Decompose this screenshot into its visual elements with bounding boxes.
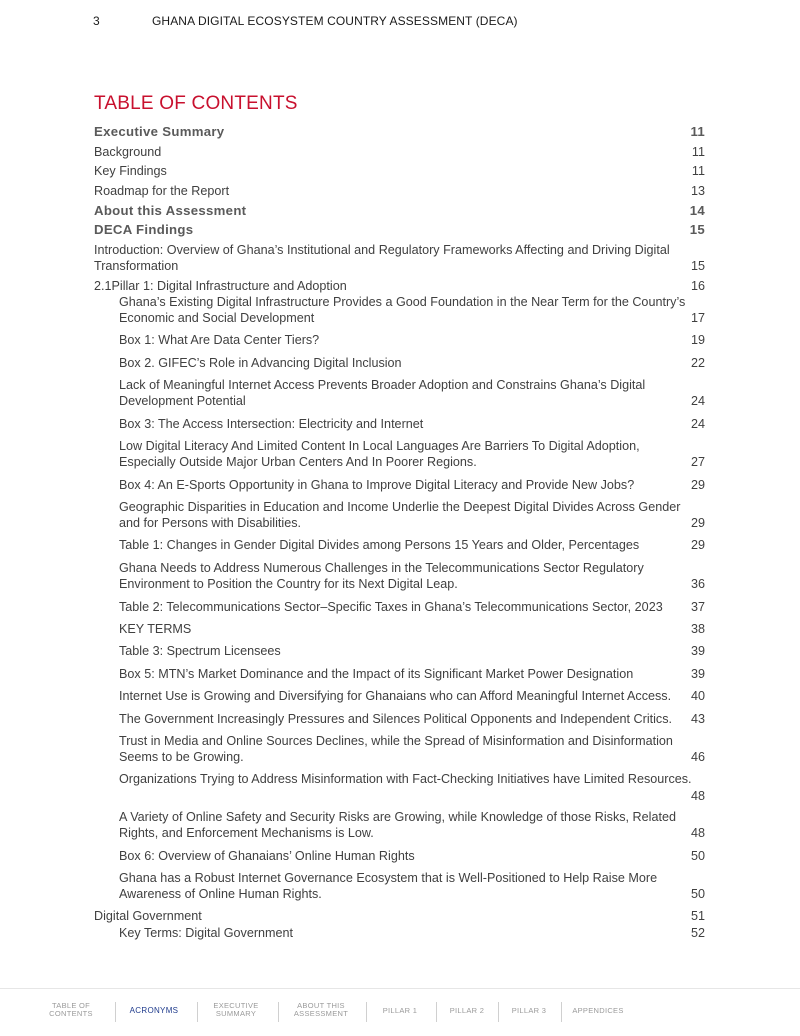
- toc-page-number: 29: [690, 516, 705, 530]
- nav-executive-summary[interactable]: EXECUTIVE SUMMARY: [213, 1001, 259, 1018]
- toc-page-number: 11: [690, 124, 705, 139]
- toc-entry-text: Introduction: Overview of Ghana’s Institutional and Regulatory Frameworks Affecting and Driving Digital: [94, 243, 670, 257]
- toc-entry-text: Especially Outside Major Urban Centers And In Poorer Regions.: [119, 455, 477, 469]
- toc-entry-text: Background: [94, 145, 162, 159]
- toc-page-number: 50: [690, 849, 705, 863]
- toc-entry-text: Box 4: An E-Sports Opportunity in Ghana to Improve Digital Literacy and Provide New Jobs?: [119, 478, 635, 492]
- toc-page-number: 16: [690, 279, 705, 293]
- toc-entry-text: and for Persons with Disabilities.: [119, 516, 301, 530]
- toc-entry-text: Development Potential: [119, 394, 246, 408]
- toc-entry-text: Rights, and Enforcement Mechanisms is Low.: [119, 826, 374, 840]
- toc-entry-text: About this Assessment: [94, 203, 247, 218]
- toc-entry-text: Key Findings: [94, 164, 167, 178]
- toc-page-number: 24: [690, 394, 705, 408]
- toc-page-number: 39: [690, 667, 705, 681]
- toc-entry-text: Box 1: What Are Data Center Tiers?: [119, 333, 320, 347]
- toc-entry-text: Box 3: The Access Intersection: Electricity and Internet: [119, 417, 424, 431]
- document-title: GHANA DIGITAL ECOSYSTEM COUNTRY ASSESSMENT (DECA): [152, 14, 518, 28]
- toc-page-number: 13: [690, 184, 705, 198]
- nav-table-of-contents[interactable]: TABLE OF CONTENTS: [49, 1001, 93, 1018]
- nav-divider: [498, 1002, 499, 1022]
- toc-page-number: 24: [690, 417, 705, 431]
- toc-entry-text: Box 6: Overview of Ghanaians’ Online Human Rights: [119, 849, 415, 863]
- toc-entry-text: 2.1Pillar 1: Digital Infrastructure and Adoption: [94, 279, 347, 293]
- toc-entry-text: Internet Use is Growing and Diversifying for Ghanaians who can Afford Meaningful Internet Access.: [119, 689, 672, 703]
- toc-entry-text: Low Digital Literacy And Limited Content In Local Languages Are Barriers To Digital Adoption,: [119, 439, 640, 453]
- toc-page-number: 43: [690, 712, 705, 726]
- toc-entry-text: Lack of Meaningful Internet Access Prevents Broader Adoption and Constrains Ghana’s Digital: [119, 378, 646, 392]
- nav-appendices[interactable]: APPENDICES: [572, 1006, 624, 1015]
- nav-pillar-2[interactable]: PILLAR 2: [449, 1006, 485, 1015]
- toc-page-number: 19: [690, 333, 705, 347]
- toc-page-number: 39: [690, 644, 705, 658]
- toc-page-number: 11: [691, 145, 705, 159]
- toc-entry-text: Economic and Social Development: [119, 311, 315, 325]
- toc-entry-text: Key Terms: Digital Government: [119, 926, 294, 940]
- toc-entry-text: Seems to be Growing.: [119, 750, 244, 764]
- toc-page-number: 48: [690, 826, 705, 840]
- toc-page-number: 40: [690, 689, 705, 703]
- toc-entry-text: Ghana has a Robust Internet Governance Ecosystem that is Well-Positioned to Help Raise More: [119, 871, 658, 885]
- nav-divider: [561, 1002, 562, 1022]
- footer-navigation: [0, 988, 800, 1036]
- toc-entry-text: Environment to Position the Country for its Next Digital Leap.: [119, 577, 458, 591]
- nav-pillar-3[interactable]: PILLAR 3: [511, 1006, 547, 1015]
- nav-divider: [197, 1002, 198, 1022]
- toc-entry-text: Box 2. GIFEC’s Role in Advancing Digital Inclusion: [119, 356, 402, 370]
- toc-entry-text: Roadmap for the Report: [94, 184, 230, 198]
- nav-acronyms[interactable]: ACRONYMS: [129, 1006, 179, 1015]
- toc-entry-text: Digital Government: [94, 909, 202, 923]
- toc-page-number: 38: [690, 622, 705, 636]
- toc-entry-text: Awareness of Online Human Rights.: [119, 887, 322, 901]
- toc-page-number: 22: [690, 356, 705, 370]
- toc-page-number: 48: [690, 789, 705, 803]
- toc-entry-text: Executive Summary: [94, 124, 225, 139]
- toc-entry-text: Table 1: Changes in Gender Digital Divides among Persons 15 Years and Older, Percentages: [119, 538, 640, 552]
- nav-divider: [115, 1002, 116, 1022]
- toc-page-number: 29: [690, 538, 705, 552]
- toc-entry-text: Transformation: [94, 259, 179, 273]
- toc-page-number: 15: [689, 222, 705, 237]
- toc-entry-text: Geographic Disparities in Education and Income Underlie the Deepest Digital Divides Across Gender: [119, 500, 681, 514]
- toc-entry-text: A Variety of Online Safety and Security Risks are Growing, while Knowledge of those Risks, Related: [119, 810, 676, 824]
- page-number: 3: [93, 14, 100, 28]
- toc-page-number: 37: [690, 600, 705, 614]
- toc-page-number: 27: [690, 455, 705, 469]
- toc-page-number: 36: [690, 577, 705, 591]
- toc-page-number: 46: [690, 750, 705, 764]
- nav-divider: [366, 1002, 367, 1022]
- toc-entry-text: Trust in Media and Online Sources Declines, while the Spread of Misinformation and Disinformation: [119, 734, 673, 748]
- toc-page-number: 17: [690, 311, 705, 325]
- toc-entry-text: Ghana’s Existing Digital Infrastructure Provides a Good Foundation in the Near Term for the Country’s: [119, 295, 686, 309]
- toc-heading: TABLE OF CONTENTS: [94, 93, 298, 114]
- nav-divider: [278, 1002, 279, 1022]
- toc-entry-text: Table 3: Spectrum Licensees: [119, 644, 281, 658]
- toc-page-number: 14: [689, 203, 705, 218]
- toc-entry-text: The Government Increasingly Pressures and Silences Political Opponents and Independent Critics.: [119, 712, 673, 726]
- nav-divider: [436, 1002, 437, 1022]
- toc-entry-text: KEY TERMS: [119, 622, 192, 636]
- toc-entry-text: Table 2: Telecommunications Sector–Specific Taxes in Ghana’s Telecommunications Sector, 2023: [119, 600, 663, 614]
- nav-about-this-assessment[interactable]: ABOUT THIS ASSESSMENT: [293, 1001, 349, 1018]
- toc-page-number: 50: [690, 887, 705, 901]
- toc-entry-text: Box 5: MTN’s Market Dominance and the Impact of its Significant Market Power Designation: [119, 667, 634, 681]
- toc-entry-text: Organizations Trying to Address Misinformation with Fact-Checking Initiatives have Limited Resources.: [119, 772, 692, 786]
- toc-page-number: 15: [690, 259, 705, 273]
- toc-entry-text: DECA Findings: [94, 222, 194, 237]
- toc-page-number: 52: [690, 926, 705, 940]
- toc-page-number: 11: [691, 164, 705, 178]
- toc-page-number: 29: [690, 478, 705, 492]
- toc-page-number: 51: [690, 909, 705, 923]
- nav-pillar-1[interactable]: PILLAR 1: [382, 1006, 418, 1015]
- toc-entry-text: Ghana Needs to Address Numerous Challenges in the Telecommunications Sector Regulatory: [119, 561, 644, 575]
